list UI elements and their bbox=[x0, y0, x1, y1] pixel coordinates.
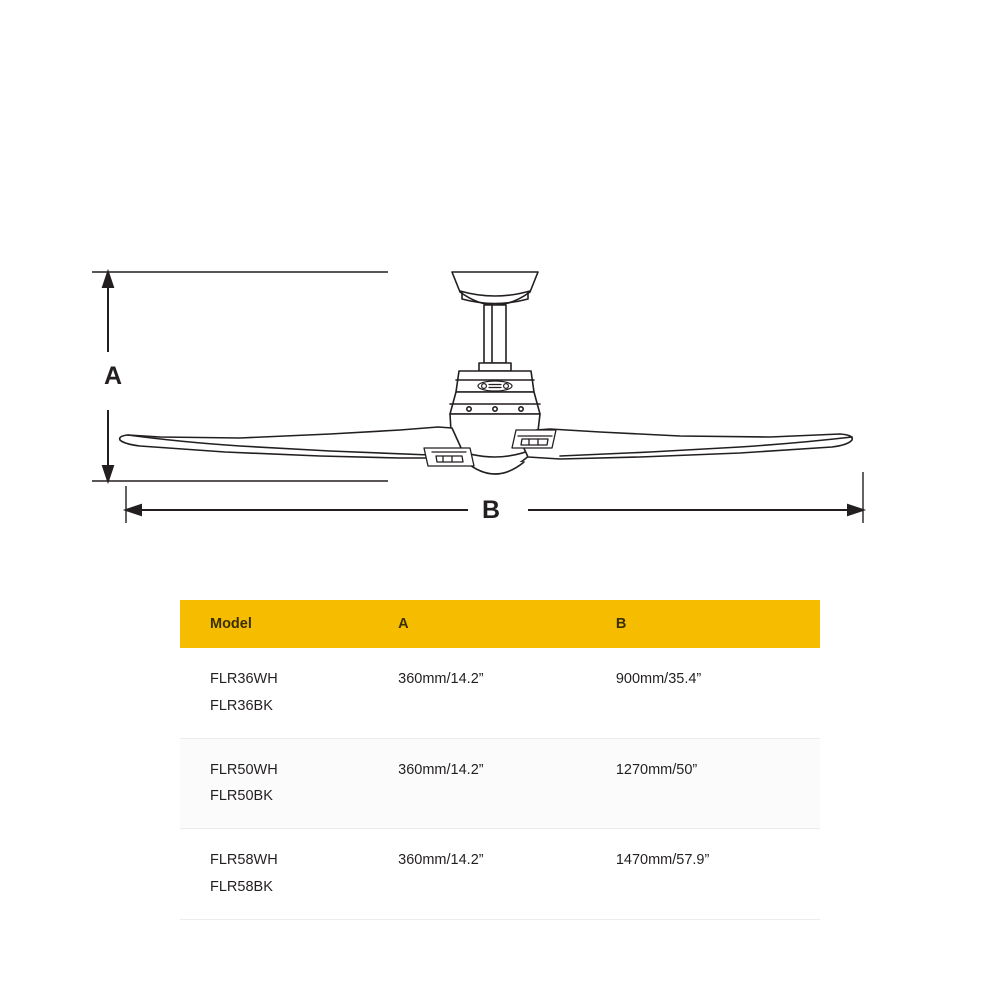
cell-model bbox=[180, 829, 368, 920]
table-row bbox=[180, 829, 820, 920]
cell-model bbox=[180, 648, 368, 738]
column-header-a: A bbox=[368, 600, 586, 648]
model-code: FLR50WH bbox=[210, 761, 278, 778]
cell-dimension-b: 900mm/35.4” bbox=[586, 648, 820, 738]
model-code: FLR58WH bbox=[210, 852, 278, 869]
cell-model bbox=[180, 738, 368, 829]
column-header-b: B bbox=[586, 600, 820, 648]
cell-dimension-b: 1470mm/57.9” bbox=[586, 829, 820, 920]
specification-table bbox=[180, 600, 820, 920]
model-code: FLR36BK bbox=[210, 697, 273, 714]
column-header-model: Model bbox=[180, 600, 368, 648]
model-code: FLR58BK bbox=[210, 879, 273, 896]
model-code: FLR50BK bbox=[210, 788, 273, 805]
dimension-a-label: A bbox=[104, 362, 123, 390]
cell-dimension-b: 1270mm/50” bbox=[586, 738, 820, 829]
table-row bbox=[180, 648, 820, 738]
dimension-b-label: B bbox=[482, 496, 501, 524]
cell-dimension-a: 360mm/14.2” bbox=[368, 738, 586, 829]
ceiling-fan-outline bbox=[120, 272, 853, 474]
cell-dimension-a: 360mm/14.2” bbox=[368, 829, 586, 920]
cell-dimension-a: 360mm/14.2” bbox=[368, 648, 586, 738]
model-code: FLR36WH bbox=[210, 671, 278, 687]
table-row bbox=[180, 738, 820, 829]
table-header-row bbox=[180, 600, 820, 648]
